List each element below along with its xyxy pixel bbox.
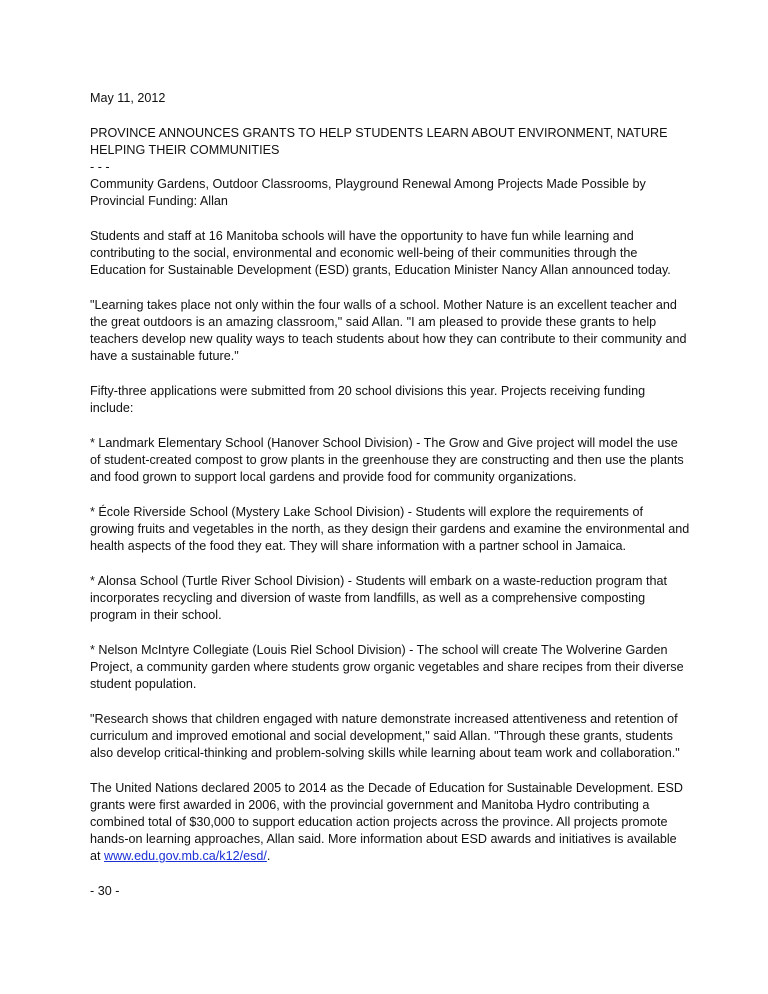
paragraph-project-nelson: * Nelson McIntyre Collegiate (Louis Riel School Division) - The school will create The Wolverine Garden Project, a community garden where students grow organic vegetables and share recipes from their diverse student population. <box>90 643 684 691</box>
end-marker: - 30 - <box>90 884 120 898</box>
paragraph-un-decade <box>90 780 690 865</box>
paragraph-intro: Students and staff at 16 Manitoba schools will have the opportunity to have fun while learning and contributing to the social, environmental and economic well-being of their communities through the Education for Sustainable Development (ESD) grants, Education Minister Nancy Allan announced today. <box>90 229 671 277</box>
paragraph-research-quote: "Research shows that children engaged with nature demonstrate increased attentiveness and retention of curriculum and improved emotional and social development," said Allan. "Through these grants, students also develop critical-thinking and problem-solving skills while learning about team work and collaboration." <box>90 712 680 760</box>
separator-dashes: - - - <box>90 160 110 174</box>
release-date: May 11, 2012 <box>90 91 166 105</box>
paragraph-project-landmark: * Landmark Elementary School (Hanover School Division) - The Grow and Give project will model the use of student-created compost to grow plants in the greenhouse they are constructing and then use the plants and food grown to support local gardens and provide food for community organizations. <box>90 436 684 484</box>
subheadline: Community Gardens, Outdoor Classrooms, Playground Renewal Among Projects Made Possible by Provincial Funding: Allan <box>90 177 646 208</box>
paragraph-un-decade-text: The United Nations declared 2005 to 2014 as the Decade of Education for Sustainable Development. ESD grants were first awarded in 2006, with the provincial government and Manitoba Hydro contributing a combined total of $30,000 to support education action projects across the province. All projects promote hands-on learning approaches, Allan said. More information about ESD awards and initiatives is available at <box>90 781 683 863</box>
document-page <box>90 90 690 900</box>
paragraph-applications: Fifty-three applications were submitted from 20 school divisions this year. Projects receiving funding include: <box>90 384 646 415</box>
paragraph-project-riverside: * École Riverside School (Mystery Lake School Division) - Students will explore the requirements of growing fruits and vegetables in the north, as they design their gardens and examine the environmental and health aspects of the food they eat. They will share information with a partner school in Jamaica. <box>90 505 690 553</box>
paragraph-un-decade-trailing: . <box>266 849 271 863</box>
paragraph-quote-allan: "Learning takes place not only within the four walls of a school. Mother Nature is an excellent teacher and the great outdoors is an amazing classroom," said Allan. "I am pleased to provide these grants to help teachers develop new quality ways to teach students about how they can contribute to their community and have a sustainable future." <box>90 298 687 363</box>
esd-website-link[interactable]: www.edu.gov.mb.ca/k12/esd/ <box>104 849 267 863</box>
paragraph-project-alonsa: * Alonsa School (Turtle River School Division) - Students will embark on a waste-reduction program that incorporates recycling and diversion of waste from landfills, as well as a comprehensive composting program in their school. <box>90 574 667 622</box>
headline: PROVINCE ANNOUNCES GRANTS TO HELP STUDENTS LEARN ABOUT ENVIRONMENT, NATURE HELPING THEIR COMMUNITIES <box>90 126 668 157</box>
